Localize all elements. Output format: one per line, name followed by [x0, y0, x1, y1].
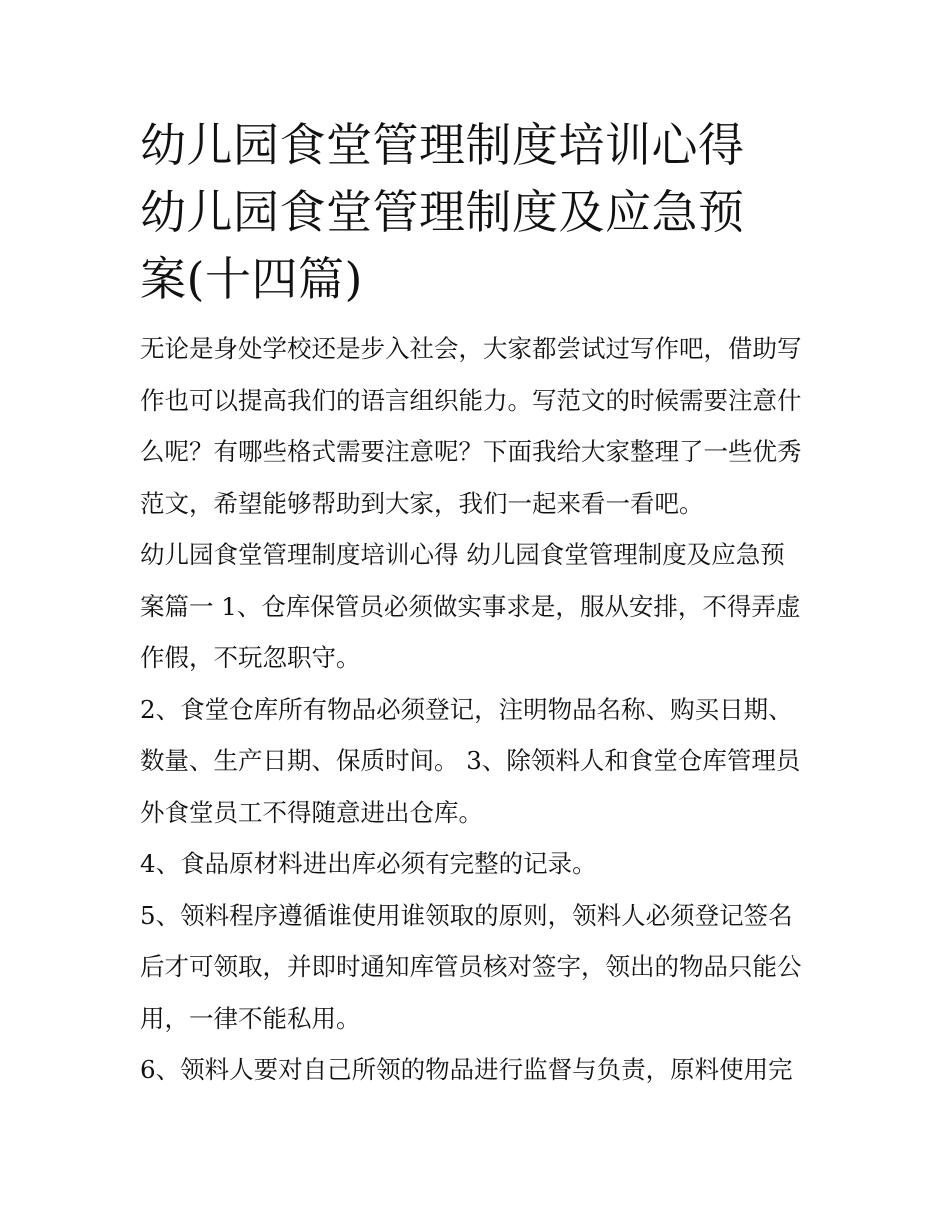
body-line-8: 2、食堂仓库所有物品必须登记，注明物品名称、购买日期、: [140, 694, 793, 724]
body-line-7: 作假，不玩忽职守。: [140, 643, 361, 672]
body-line-11: 4、食品原材料进出库必须有完整的记录。: [140, 849, 597, 878]
body-line-3: 么呢？有哪些格式需要注意呢？下面我给大家整理了一些优秀: [140, 437, 802, 466]
title-line-1: 幼儿园食堂管理制度培训心得: [140, 118, 745, 172]
title-line-2: 幼儿园食堂管理制度及应急预: [140, 185, 745, 239]
document-page: [140, 112, 820, 1096]
body-line-9: 数量、生产日期、保质时间。 3、除领料人和食堂仓库管理员: [140, 746, 801, 775]
body-line-14: 用，一律不能私用。: [140, 1003, 361, 1033]
body-line-12: 5、领料程序遵循谁使用谁领取的原则，领料人必须登记签名: [140, 900, 793, 930]
body-line-15: 6、领料人要对自己所领的物品进行监督与负责，原料使用完: [140, 1055, 793, 1084]
document-title: [140, 112, 820, 313]
title-line-3: 案(十四篇): [140, 252, 363, 306]
body-line-4: 范文，希望能够帮助到大家，我们一起来看一看吧。: [140, 488, 704, 518]
body-line-1: 无论是身处学校还是步入社会，大家都尝试过写作吧，借助写: [140, 334, 802, 363]
body-line-5: 幼儿园食堂管理制度培训心得 幼儿园食堂管理制度及应急预: [140, 540, 785, 569]
document-body: [140, 323, 820, 1096]
body-line-13: 后才可领取，并即时通知库管员核对签字，领出的物品只能公: [140, 952, 802, 981]
body-line-6: 案篇一 1、仓库保管员必须做实事求是，服从安排，不得弄虚: [140, 591, 801, 621]
body-line-2: 作也可以提高我们的语言组织能力。写范文的时候需要注意什: [140, 385, 802, 415]
body-line-10: 外食堂员工不得随意进出仓库。: [140, 797, 483, 827]
